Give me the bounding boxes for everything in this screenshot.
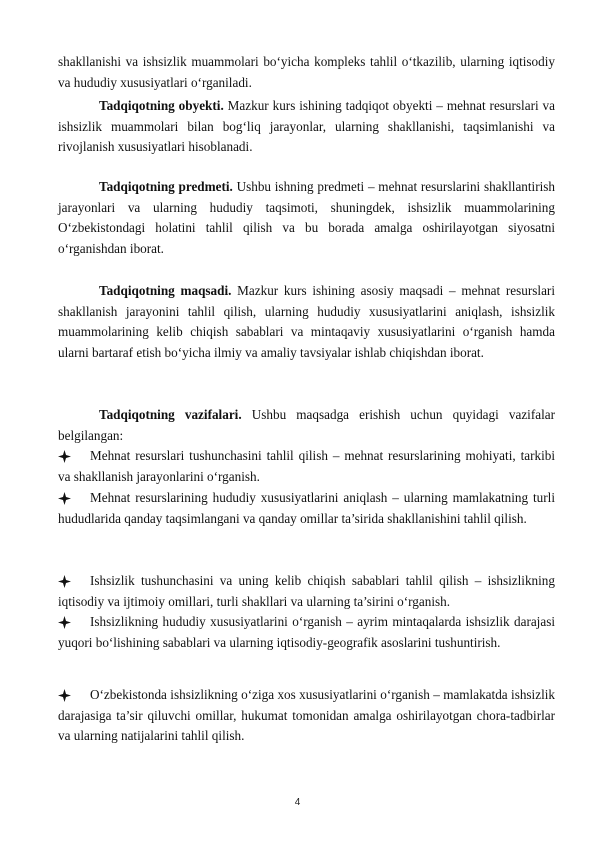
goal-text: Mazkur kurs ishining asosiy maqsadi – mehnat resurslari shakllanish jarayonini tahlil qilish, ularning hududiy xususiyatlarini aniqlash, ishsizlik muammolarining kelib chiqish sabablari va mintaqaviy xususiyatlarini o‘rganish hamda ularni bartaraf etish bo‘yicha ilmiy va amaliy tavsiyalar ishlab chiqishdan iborat. — [58, 283, 555, 360]
task-item — [58, 685, 555, 747]
tasks-text: Ushbu maqsadga erishish uchun quyidagi vazifalar belgilangan: — [58, 407, 555, 443]
task-text: Mehnat resurslarining hududiy xususiyatlarini aniqlash – ularning mamlakatning turli hududlarida qanday taqsimlangani va qanday omillar ta’sirida shakllanishini tahlil qilish. — [58, 490, 555, 526]
subject-paragraph — [58, 177, 555, 259]
page-number: 4 — [294, 797, 301, 808]
task-text: Ishsizlik tushunchasini va uning kelib chiqish sabablari tahlil qilish – ishsizlikning iqtisodiy va ijtimoiy omillari, turli shakllari va ularning ta’sirini o‘rganish. — [58, 573, 555, 609]
intro-continuation: shakllanishi va ishsizlik muammolari bo‘yicha kompleks tahlil o‘tkazilib, ularning iqtisodiy va hududiy xususiyatlari o‘rganiladi. — [58, 54, 555, 90]
goal-paragraph — [58, 281, 555, 363]
task-item — [58, 446, 555, 487]
task-text: Ishsizlikning hududiy xususiyatlarini o‘rganish – ayrim mintaqalarda ishsizlik darajasi yuqori bo‘lishining sabablari va ularning iqtisodiy-geografik asoslarini tushuntirish. — [58, 614, 555, 650]
object-text: Mazkur kurs ishining tadqiqot obyekti – mehnat resurslari va ishsizlik muammolari bilan bog‘liq jarayonlar, ularning shakllanishi, taqsimlanishi va rivojlanish xususiyatlari hisoblanadi. — [58, 98, 555, 155]
diamond-bullet-icon — [58, 575, 71, 588]
subject-heading: Tadqiqotning predmeti. — [99, 179, 233, 194]
diamond-bullet-icon — [58, 616, 71, 629]
diamond-bullet-icon — [58, 492, 71, 505]
task-item — [58, 612, 555, 653]
task-text: O‘zbekistonda ishsizlikning o‘ziga xos xususiyatlarini o‘rganish – mamlakatda ishsizlik darajasiga ta’sir qiluvchi omillar, hukumat tomonidan amalga oshirilayotgan chora-tadbirlar va ularning natijalarini tahlil qilish. — [58, 687, 555, 744]
object-paragraph — [58, 96, 555, 158]
tasks-heading: Tadqiqotning vazifalari. — [99, 407, 242, 422]
goal-heading: Tadqiqotning maqsadi. — [99, 283, 232, 298]
object-heading: Tadqiqotning obyekti. — [99, 98, 224, 113]
diamond-bullet-icon — [58, 450, 71, 463]
task-item — [58, 488, 555, 529]
tasks-paragraph — [58, 405, 555, 446]
task-item — [58, 571, 555, 612]
diamond-bullet-icon — [58, 689, 71, 702]
subject-text: Ushbu ishning predmeti – mehnat resurslarini shakllantirish jarayonlari va ularning hududiy taqsimoti, shuningdek, ishsizlik muammolarining O‘zbekistondagi holatini tahlil qilish va bu borada amalga oshirilayotgan siyosatni o‘rganishdan iborat. — [58, 179, 555, 256]
task-text: Mehnat resurslari tushunchasini tahlil qilish – mehnat resurslarining mohiyati, tarkibi va shakllanish jarayonlarini o‘rganish. — [58, 448, 555, 484]
